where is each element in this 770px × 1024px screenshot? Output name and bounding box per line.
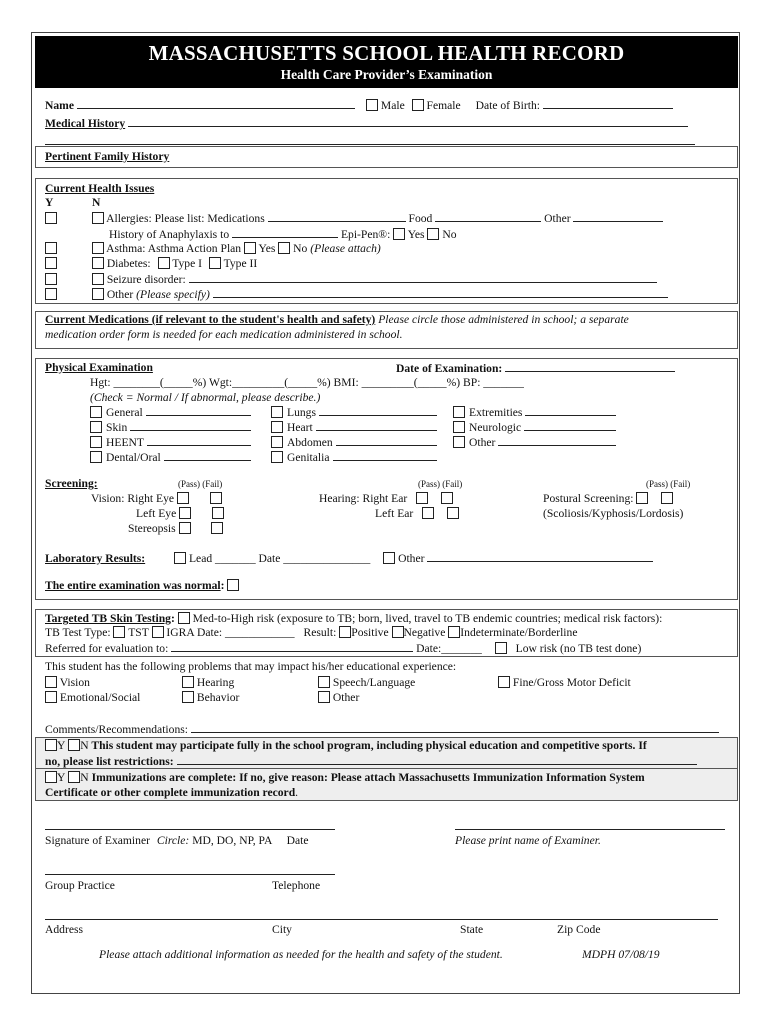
other-issue-yes-checkbox[interactable] bbox=[45, 288, 57, 300]
signature-date-label: Date bbox=[286, 834, 309, 847]
health-issues-title: Current Health Issues bbox=[45, 182, 155, 195]
asthma-plan-no-label: No bbox=[293, 242, 308, 255]
other-issue-label: Other bbox=[106, 288, 134, 301]
form-subtitle: Health Care Provider’s Examination bbox=[280, 67, 493, 83]
signature-labels bbox=[45, 834, 308, 848]
exam-item-label: Skin bbox=[106, 421, 128, 434]
dob-field[interactable] bbox=[543, 98, 673, 109]
diabetes-label: Diabetes: bbox=[106, 257, 151, 270]
medications-line1 bbox=[45, 313, 629, 327]
participation-row2 bbox=[45, 754, 697, 769]
immunization-row2: Certificate or other complete immunization record. bbox=[45, 786, 299, 799]
measurements-row: Hgt: ________(_____%) Wgt:_________(_____%) BMI: _________(_____%) BP: _______ bbox=[90, 376, 524, 389]
seizure-row bbox=[45, 272, 657, 287]
epipen-yes-label: Yes bbox=[407, 228, 425, 241]
igra-checkbox[interactable] bbox=[152, 626, 164, 638]
exam-item-note-field[interactable] bbox=[524, 420, 616, 431]
epipen-no-label: No bbox=[442, 228, 457, 241]
tb-title: Targeted TB Skin Testing bbox=[45, 612, 171, 625]
telephone-label: Telephone bbox=[272, 879, 321, 892]
stereopsis-label: Stereopsis bbox=[128, 522, 176, 535]
exam-item-genitalia bbox=[271, 450, 437, 465]
screening-title: Screening: bbox=[45, 477, 98, 490]
physical-exam-section bbox=[35, 358, 738, 600]
exam-item-label: Extremities bbox=[469, 406, 523, 419]
yes-column-label: Y bbox=[45, 196, 54, 209]
motor-problem-label: Fine/Gross Motor Deficit bbox=[512, 676, 631, 689]
problem-hearing bbox=[182, 676, 234, 690]
anaphylaxis-row bbox=[109, 227, 457, 242]
diabetes-no-checkbox[interactable] bbox=[92, 257, 104, 269]
exam-item-note-field[interactable] bbox=[164, 450, 251, 461]
female-checkbox[interactable] bbox=[412, 99, 424, 111]
indeterminate-label: Indeterminate/Borderline bbox=[460, 626, 578, 639]
tst-checkbox[interactable] bbox=[113, 626, 125, 638]
referred-field[interactable] bbox=[171, 641, 413, 652]
food-allergy-field[interactable] bbox=[435, 211, 541, 222]
stereopsis-pass-checkbox[interactable] bbox=[179, 522, 191, 534]
zip-label: Zip Code bbox=[557, 923, 601, 936]
exam-item-checkbox[interactable] bbox=[90, 406, 102, 418]
exam-item-note-field[interactable] bbox=[525, 405, 616, 416]
medical-history-label: Medical History bbox=[45, 117, 126, 130]
participation-no-checkbox[interactable] bbox=[68, 739, 80, 751]
other-issue-no-checkbox[interactable] bbox=[92, 288, 104, 300]
immunization-no-label: N bbox=[80, 771, 89, 784]
hearing-right-pass-checkbox[interactable] bbox=[416, 492, 428, 504]
address-line[interactable] bbox=[45, 919, 718, 920]
vision-left-label: Left Eye bbox=[136, 507, 177, 520]
comments-field[interactable] bbox=[191, 722, 719, 733]
allergies-no-checkbox[interactable] bbox=[92, 212, 104, 224]
behavior-problem-label: Behavior bbox=[196, 691, 240, 704]
family-history-section bbox=[35, 146, 738, 168]
tb-section bbox=[35, 609, 738, 657]
exam-item-note-field[interactable] bbox=[319, 405, 437, 416]
problem-other bbox=[318, 691, 359, 705]
hearing-right-fail-checkbox[interactable] bbox=[441, 492, 453, 504]
other-problem-label: Other bbox=[332, 691, 360, 704]
exam-item-checkbox[interactable] bbox=[453, 421, 465, 433]
hearing-right-row bbox=[319, 492, 453, 506]
exam-item-label: Lungs bbox=[287, 406, 316, 419]
behavior-problem-checkbox[interactable] bbox=[182, 691, 194, 703]
exam-item-checkbox[interactable] bbox=[453, 436, 465, 448]
lead-label: Lead _______ Date _______________ bbox=[188, 552, 371, 565]
exam-column-1 bbox=[90, 405, 251, 465]
immunization-text2: Certificate or other complete immunization record bbox=[45, 786, 296, 799]
exam-item-label: Heart bbox=[287, 421, 313, 434]
emotional-problem-label: Emotional/Social bbox=[59, 691, 141, 704]
postural-sub-label: (Scoliosis/Kyphosis/Lordosis) bbox=[543, 507, 684, 520]
lead-checkbox[interactable] bbox=[174, 552, 186, 564]
asthma-plan-yes-label: Yes bbox=[258, 242, 276, 255]
health-issues-section bbox=[35, 178, 738, 304]
exam-item-label: Dental/Oral bbox=[106, 451, 161, 464]
exam-item-note-field[interactable] bbox=[498, 435, 616, 446]
participation-section bbox=[35, 737, 738, 769]
hearing-left-label: Left Ear bbox=[375, 507, 414, 520]
vision-right-label: Vision: Right Eye bbox=[91, 492, 175, 505]
vision-left-pass-checkbox[interactable] bbox=[179, 507, 191, 519]
medications-title: Current Medications (if relevant to the student's health and safety) bbox=[45, 313, 376, 326]
form-header bbox=[35, 36, 738, 88]
female-label: Female bbox=[426, 99, 461, 112]
allergies-row bbox=[45, 211, 663, 226]
other-allergy-label: Other bbox=[544, 212, 571, 225]
tb-risk-label: Med-to-High risk (exposure to TB; born, lived, travel to TB endemic countries; medical risk factors): bbox=[192, 612, 663, 625]
exam-normal-checkbox[interactable] bbox=[227, 579, 239, 591]
vision-problem-checkbox[interactable] bbox=[45, 676, 57, 688]
stereopsis-fail-checkbox[interactable] bbox=[211, 522, 223, 534]
male-label: Male bbox=[380, 99, 405, 112]
other-allergy-field[interactable] bbox=[573, 211, 663, 222]
hearing-problem-checkbox[interactable] bbox=[182, 676, 194, 688]
tb-row1: Targeted TB Skin Testing: Med-to-High risk (exposure to TB; born, lived, travel to TB endemic countries; medical risk factors): bbox=[45, 612, 663, 625]
asthma-row bbox=[45, 242, 381, 256]
epipen-no-checkbox[interactable] bbox=[427, 228, 439, 240]
food-label: Food bbox=[408, 212, 433, 225]
family-history-label: Pertinent Family History bbox=[45, 150, 170, 163]
exam-date-label: Date of Examination: bbox=[396, 362, 503, 375]
other-issue-field[interactable] bbox=[213, 287, 668, 298]
postural-pass-fail-header: (Pass) (Fail) bbox=[646, 479, 691, 489]
medical-history-line2[interactable] bbox=[45, 144, 695, 145]
exam-item-dental-oral bbox=[90, 450, 251, 465]
tb-row3 bbox=[45, 641, 641, 656]
type1-label: Type I bbox=[172, 257, 202, 270]
circle-label: Circle: bbox=[156, 834, 190, 847]
type2-checkbox[interactable] bbox=[209, 257, 221, 269]
restrictions-label: no, please list restrictions: bbox=[45, 755, 174, 768]
medications-section bbox=[35, 311, 738, 349]
hearing-left-pass-checkbox[interactable] bbox=[422, 507, 434, 519]
speech-problem-checkbox[interactable] bbox=[318, 676, 330, 688]
tst-label: TST bbox=[128, 626, 149, 639]
participation-yes-checkbox[interactable] bbox=[45, 739, 57, 751]
exam-item-checkbox[interactable] bbox=[271, 421, 283, 433]
low-risk-label: Low risk (no TB test done) bbox=[515, 642, 642, 655]
immunization-section bbox=[35, 768, 738, 801]
hearing-pass-fail-header: (Pass) (Fail) bbox=[418, 479, 463, 489]
exam-item-lungs bbox=[271, 405, 437, 420]
name-field[interactable] bbox=[77, 98, 355, 109]
other-problem-checkbox[interactable] bbox=[318, 691, 330, 703]
exam-item-checkbox[interactable] bbox=[90, 451, 102, 463]
print-name-line[interactable] bbox=[455, 829, 725, 830]
problem-motor bbox=[498, 676, 631, 690]
exam-item-abdomen bbox=[271, 435, 437, 450]
asthma-yes-checkbox[interactable] bbox=[45, 242, 57, 254]
examiner-signature-label: Signature of Examiner bbox=[45, 834, 150, 847]
participation-no-label: N bbox=[80, 739, 89, 752]
low-risk-checkbox[interactable] bbox=[495, 642, 507, 654]
immunization-row1 bbox=[45, 771, 645, 785]
problem-emotional bbox=[45, 691, 140, 705]
igra-label: IGRA Date: ____________ bbox=[166, 626, 295, 639]
immunization-text: Immunizations are complete: If no, give reason: Please attach Massachusetts Immunization Information System bbox=[91, 771, 645, 784]
hearing-left-fail-checkbox[interactable] bbox=[447, 507, 459, 519]
medical-history-field[interactable] bbox=[128, 116, 688, 127]
restrictions-field[interactable] bbox=[177, 754, 697, 765]
hearing-right-label: Hearing: Right Ear bbox=[319, 492, 408, 505]
please-specify-note: (Please specify) bbox=[136, 288, 210, 301]
tb-test-type-label: TB Test Type: bbox=[45, 626, 111, 639]
exam-item-checkbox[interactable] bbox=[271, 436, 283, 448]
vision-right-pass-checkbox[interactable] bbox=[177, 492, 189, 504]
state-label: State bbox=[460, 923, 484, 936]
medications-note2: medication order form is needed for each medication administered in school. bbox=[45, 328, 403, 341]
no-column-label: N bbox=[92, 196, 101, 209]
other-issue-row bbox=[45, 287, 668, 302]
please-attach-note: (Please attach) bbox=[310, 242, 381, 255]
exam-item-checkbox[interactable] bbox=[453, 406, 465, 418]
exam-item-neurologic bbox=[453, 420, 616, 435]
epipen-label: Epi-Pen®: bbox=[340, 228, 391, 241]
negative-checkbox[interactable] bbox=[392, 626, 404, 638]
epipen-yes-checkbox[interactable] bbox=[393, 228, 405, 240]
type1-checkbox[interactable] bbox=[158, 257, 170, 269]
exam-item-label: HEENT bbox=[106, 436, 144, 449]
hearing-left-row bbox=[375, 507, 459, 521]
exam-item-general bbox=[90, 405, 251, 420]
lab-row bbox=[45, 551, 653, 566]
print-name-label: Please print name of Examiner. bbox=[455, 834, 601, 847]
exam-item-checkbox[interactable] bbox=[90, 421, 102, 433]
other-lab-field[interactable] bbox=[427, 551, 653, 562]
medications-note: Please circle those administered in school; a separate bbox=[378, 313, 629, 326]
vision-pass-fail-header: (Pass) (Fail) bbox=[178, 479, 223, 489]
postural-pass-checkbox[interactable] bbox=[636, 492, 648, 504]
form-id: MDPH 07/08/19 bbox=[582, 948, 660, 961]
vision-left-row bbox=[136, 507, 224, 521]
lab-title: Laboratory Results: bbox=[45, 552, 146, 565]
comments-label: Comments/Recommendations: bbox=[45, 723, 188, 736]
exam-item-checkbox[interactable] bbox=[90, 436, 102, 448]
group-practice-label: Group Practice bbox=[45, 879, 115, 892]
positive-checkbox[interactable] bbox=[339, 626, 351, 638]
exam-item-extremities bbox=[453, 405, 616, 420]
vision-problem-label: Vision bbox=[59, 676, 90, 689]
city-label: City bbox=[272, 923, 292, 936]
vision-right-fail-checkbox[interactable] bbox=[210, 492, 222, 504]
name-row bbox=[45, 98, 355, 113]
exam-normal-row: The entire examination was normal: bbox=[45, 579, 239, 593]
exam-item-checkbox[interactable] bbox=[271, 451, 283, 463]
exam-item-heart bbox=[271, 420, 437, 435]
exam-column-2 bbox=[271, 405, 437, 465]
emotional-problem-checkbox[interactable] bbox=[45, 691, 57, 703]
seizure-label: Seizure disorder: bbox=[106, 273, 186, 286]
medical-history-row bbox=[45, 116, 688, 131]
immunization-yes-checkbox[interactable] bbox=[45, 771, 57, 783]
group-practice-line[interactable] bbox=[45, 874, 335, 875]
asthma-plan-yes-checkbox[interactable] bbox=[244, 242, 256, 254]
participation-yes-label: Y bbox=[57, 739, 66, 752]
postural-row bbox=[543, 492, 673, 506]
name-label: Name bbox=[45, 99, 74, 112]
allergies-label: Allergies: Please list: Medications bbox=[106, 212, 265, 225]
dob-label: Date of Birth: bbox=[475, 99, 540, 112]
negative-label: Negative bbox=[403, 626, 446, 639]
other-lab-checkbox[interactable] bbox=[383, 552, 395, 564]
motor-problem-checkbox[interactable] bbox=[498, 676, 510, 688]
address-label: Address bbox=[45, 923, 83, 936]
credentials-label: MD, DO, NP, PA bbox=[192, 834, 272, 847]
allergies-yes-checkbox[interactable] bbox=[45, 212, 57, 224]
diabetes-yes-checkbox[interactable] bbox=[45, 257, 57, 269]
immunization-yes-label: Y bbox=[57, 771, 66, 784]
exam-item-heent bbox=[90, 435, 251, 450]
seizure-field[interactable] bbox=[189, 272, 657, 283]
anaphylaxis-label: History of Anaphylaxis to bbox=[109, 228, 230, 241]
exam-item-label: Genitalia bbox=[287, 451, 330, 464]
speech-problem-label: Speech/Language bbox=[332, 676, 416, 689]
comments-row bbox=[45, 722, 719, 737]
exam-item-note-field[interactable] bbox=[130, 420, 251, 431]
result-label: Result: bbox=[303, 626, 337, 639]
exam-item-checkbox[interactable] bbox=[271, 406, 283, 418]
medications-allergy-field[interactable] bbox=[268, 211, 406, 222]
exam-column-3 bbox=[453, 405, 616, 450]
exam-item-note-field[interactable] bbox=[333, 450, 437, 461]
immunization-no-checkbox[interactable] bbox=[68, 771, 80, 783]
exam-item-note-field[interactable] bbox=[147, 435, 251, 446]
exam-item-label: Neurologic bbox=[469, 421, 522, 434]
vision-left-fail-checkbox[interactable] bbox=[212, 507, 224, 519]
exam-item-note-field[interactable] bbox=[146, 405, 251, 416]
participation-row1 bbox=[45, 739, 647, 753]
asthma-plan-no-checkbox[interactable] bbox=[278, 242, 290, 254]
tb-risk-checkbox[interactable] bbox=[178, 612, 190, 624]
other-lab-label: Other bbox=[398, 552, 425, 565]
postural-label: Postural Screening: bbox=[543, 492, 634, 505]
signature-line[interactable] bbox=[45, 829, 335, 830]
exam-item-note-field[interactable] bbox=[336, 435, 437, 446]
asthma-no-checkbox[interactable] bbox=[92, 242, 104, 254]
exam-item-skin bbox=[90, 420, 251, 435]
exam-normal-label: The entire examination was normal bbox=[45, 579, 221, 592]
check-note: (Check = Normal / If abnormal, please describe.) bbox=[90, 391, 321, 404]
diabetes-row bbox=[45, 257, 257, 271]
exam-item-label: Other bbox=[469, 436, 496, 449]
exam-date-field[interactable] bbox=[505, 361, 675, 372]
vision-right-row bbox=[91, 492, 222, 506]
hearing-problem-label: Hearing bbox=[196, 676, 235, 689]
exam-item-label: Abdomen bbox=[287, 436, 333, 449]
referred-label: Referred for evaluation to: bbox=[45, 642, 169, 655]
exam-date-row bbox=[396, 361, 675, 376]
problems-intro: This student has the following problems that may impact his/her educational experience: bbox=[45, 660, 457, 673]
physical-exam-title: Physical Examination bbox=[45, 361, 153, 374]
exam-item-label: General bbox=[106, 406, 143, 419]
exam-item-other bbox=[453, 435, 616, 450]
exam-item-note-field[interactable] bbox=[316, 420, 437, 431]
problem-speech bbox=[318, 676, 415, 690]
positive-label: Positive bbox=[351, 626, 389, 639]
type2-label: Type II bbox=[223, 257, 258, 270]
asthma-label: Asthma: Asthma Action Plan bbox=[106, 242, 242, 255]
anaphylaxis-field[interactable] bbox=[232, 227, 338, 238]
sex-row bbox=[366, 98, 673, 113]
participation-text: This student may participate fully in the school program, including physical education and competitive sports. If bbox=[91, 739, 647, 752]
indeterminate-checkbox[interactable] bbox=[448, 626, 460, 638]
tb-row2 bbox=[45, 626, 577, 640]
male-checkbox[interactable] bbox=[366, 99, 378, 111]
problem-behavior bbox=[182, 691, 239, 705]
postural-fail-checkbox[interactable] bbox=[661, 492, 673, 504]
seizure-yes-checkbox[interactable] bbox=[45, 273, 57, 285]
seizure-no-checkbox[interactable] bbox=[92, 273, 104, 285]
problem-vision bbox=[45, 676, 90, 690]
tb-date-label: Date:_______ bbox=[416, 642, 482, 655]
form-title: MASSACHUSETTS SCHOOL HEALTH RECORD bbox=[148, 41, 625, 65]
stereopsis-row bbox=[128, 522, 223, 536]
footer-note: Please attach additional information as needed for the health and safety of the student. bbox=[99, 948, 503, 961]
